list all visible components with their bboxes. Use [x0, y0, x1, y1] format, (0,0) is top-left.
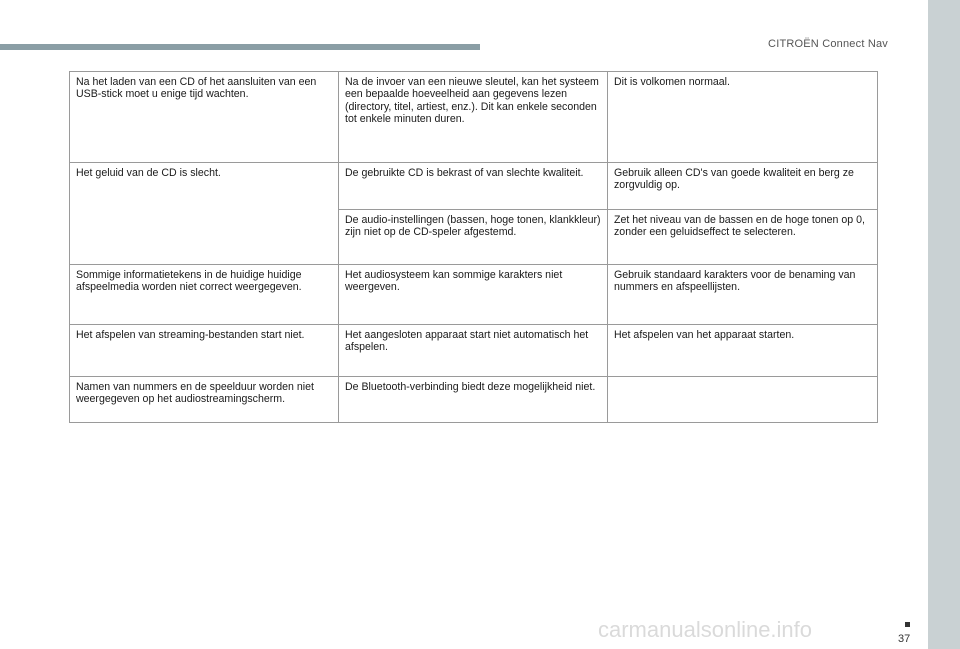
table-row	[70, 377, 878, 423]
table-row	[70, 163, 878, 210]
solution-cell: Het afspelen van het apparaat starten.	[608, 325, 878, 377]
problem-cell: Het geluid van de CD is slecht.	[70, 163, 339, 265]
troubleshooting-table	[69, 71, 878, 423]
cause-cell: De Bluetooth-verbinding biedt deze mogelijkheid niet.	[339, 377, 608, 423]
solution-cell: Dit is volkomen normaal.	[608, 72, 878, 163]
cause-cell: Het audiosysteem kan sommige karakters niet weergeven.	[339, 265, 608, 325]
cause-cell: Na de invoer van een nieuwe sleutel, kan het systeem een bepaalde hoeveelheid aan gegevens lezen (directory, titel, artiest, enz.). Dit kan enkele seconden tot enkele minuten duren.	[339, 72, 608, 163]
table-row	[70, 325, 878, 377]
solution-cell: Gebruik standaard karakters voor de benaming van nummers en afspeellijsten.	[608, 265, 878, 325]
table-row	[70, 265, 878, 325]
page-number: 37	[898, 633, 911, 645]
problem-cell: Het afspelen van streaming-bestanden start niet.	[70, 325, 339, 377]
solution-cell: Zet het niveau van de bassen en de hoge tonen op 0, zonder een geluidseffect te selecteren.	[608, 210, 878, 265]
problem-cell: Namen van nummers en de speelduur worden niet weergegeven op het audiostreamingscherm.	[70, 377, 339, 423]
side-strip	[928, 0, 960, 649]
cause-cell: Het aangesloten apparaat start niet automatisch het afspelen.	[339, 325, 608, 377]
page-header-title: CITROËN Connect Nav	[768, 38, 888, 50]
table-row	[70, 72, 878, 163]
problem-cell: Sommige informatietekens in de huidige huidige afspeelmedia worden niet correct weergegeven.	[70, 265, 339, 325]
watermark: carmanualsonline.info	[598, 617, 813, 642]
cause-cell: De audio-instellingen (bassen, hoge tonen, klankkleur) zijn niet op de CD-speler afgestemd.	[339, 210, 608, 265]
page-marker-square	[905, 622, 910, 627]
problem-cell: Na het laden van een CD of het aansluiten van een USB-stick moet u enige tijd wachten.	[70, 72, 339, 163]
solution-cell: Gebruik alleen CD's van goede kwaliteit en berg ze zorgvuldig op.	[608, 163, 878, 210]
header-bar	[0, 44, 480, 50]
cause-cell: De gebruikte CD is bekrast of van slechte kwaliteit.	[339, 163, 608, 210]
solution-cell	[608, 377, 878, 423]
